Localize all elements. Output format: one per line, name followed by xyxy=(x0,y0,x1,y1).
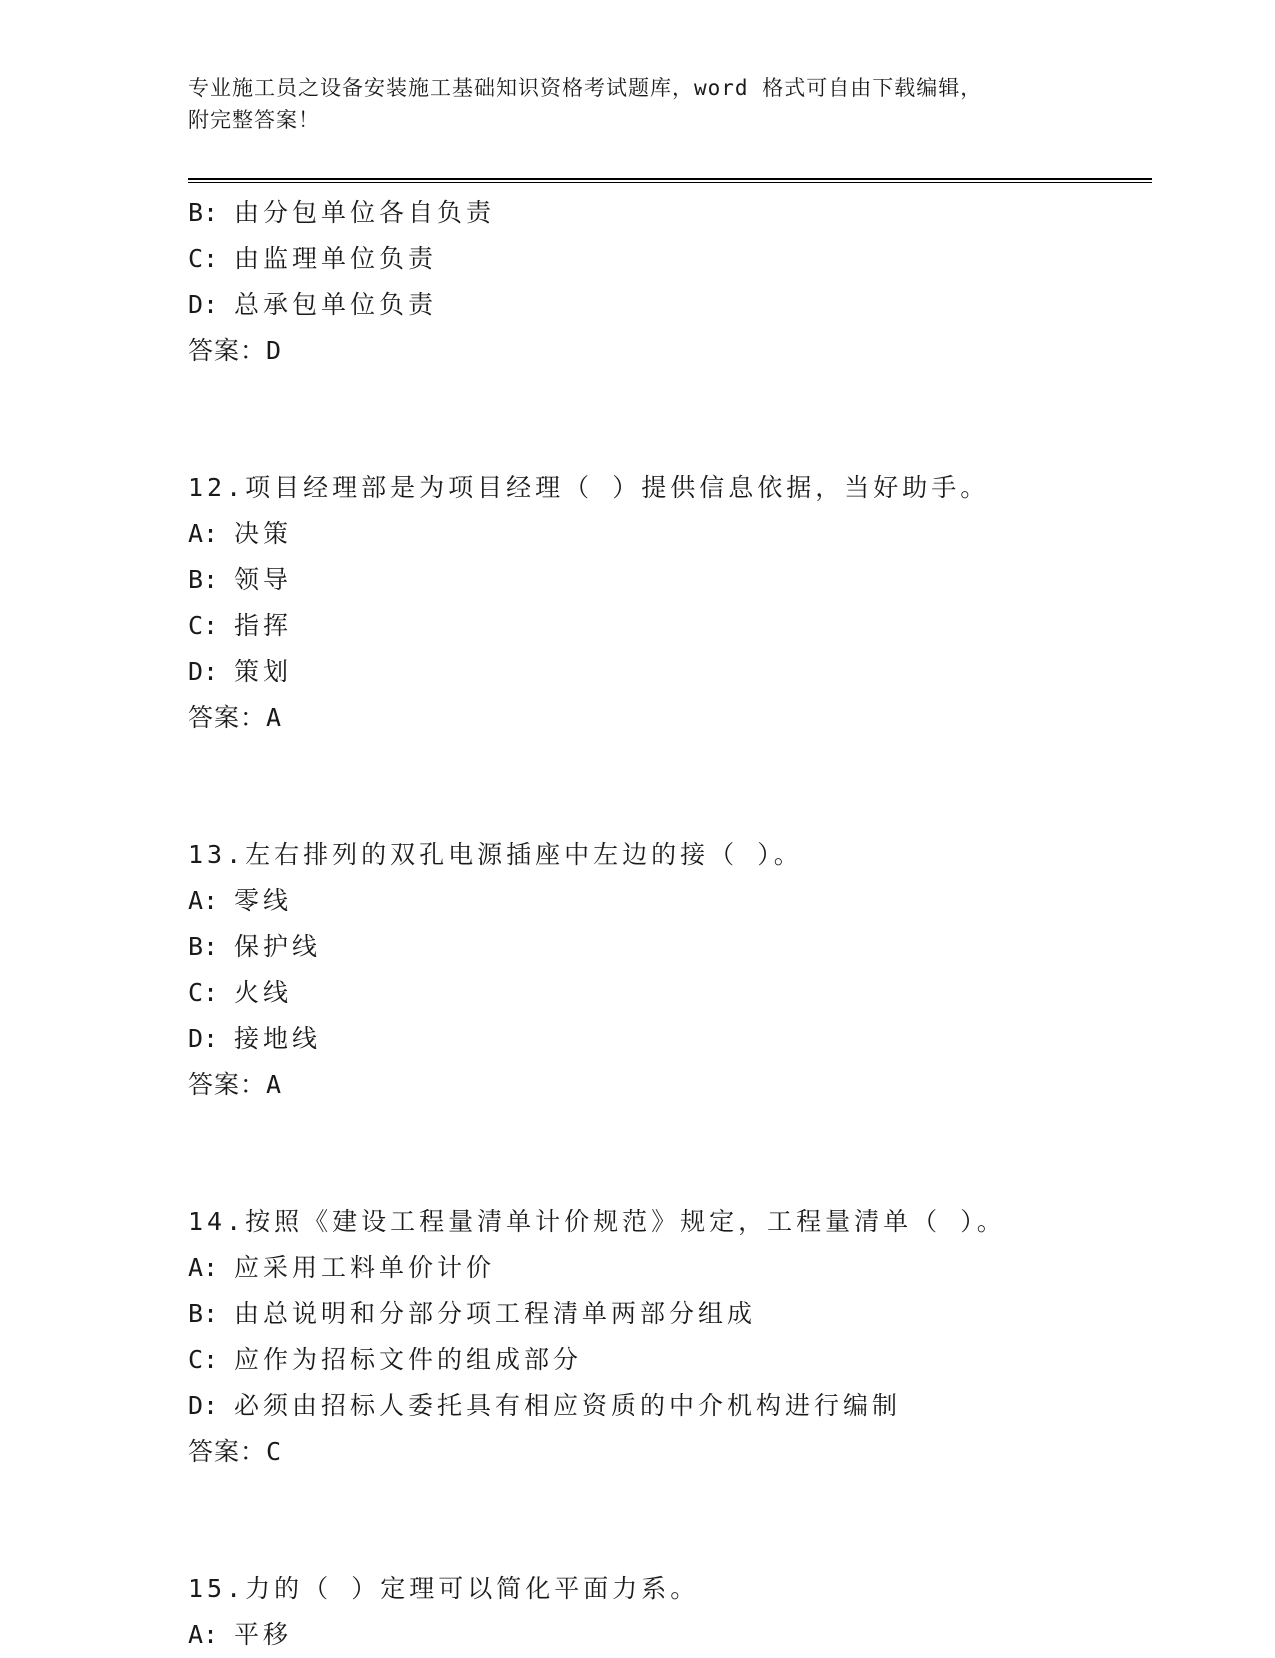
answer: 答案：A xyxy=(188,703,282,732)
option-a: A: 决策 xyxy=(188,519,293,548)
header-divider xyxy=(188,178,1152,183)
option-c: C: 应作为招标文件的组成部分 xyxy=(188,1345,583,1374)
option-d: D: 总承包单位负责 xyxy=(188,290,438,319)
option-d: D: 策划 xyxy=(188,657,293,686)
option-c: C: 由监理单位负责 xyxy=(188,244,438,273)
option-b: B: 领导 xyxy=(188,565,293,594)
option-d: D: 接地线 xyxy=(188,1024,322,1053)
question-stem: 14.按照《建设工程量清单计价规范》规定，工程量清单（ ）。 xyxy=(188,1207,1006,1236)
option-b: B: 保护线 xyxy=(188,932,322,961)
question-stem: 12.项目经理部是为项目经理（ ）提供信息依据，当好助手。 xyxy=(188,473,990,502)
option-c: C: 火线 xyxy=(188,978,293,1007)
question-15 xyxy=(188,1566,1148,1658)
option-b: B: 由分包单位各自负责 xyxy=(188,198,496,227)
answer: 答案：C xyxy=(188,1437,282,1466)
option-c: C: 指挥 xyxy=(188,611,293,640)
option-a: A: 平移 xyxy=(188,1620,293,1649)
question-12 xyxy=(188,465,1148,741)
option-a: A: 零线 xyxy=(188,886,293,915)
question-list xyxy=(188,190,1148,1658)
header-line-2: 附完整答案！ xyxy=(188,108,320,132)
answer: 答案：D xyxy=(188,336,282,365)
question-13 xyxy=(188,832,1148,1108)
header-line-1: 专业施工员之设备安装施工基础知识资格考试题库，word 格式可自由下载编辑， xyxy=(188,76,983,100)
question-stem: 15.力的（ ）定理可以简化平面力系。 xyxy=(188,1574,700,1603)
question-14 xyxy=(188,1199,1148,1475)
option-b: B: 由总说明和分部分项工程清单两部分组成 xyxy=(188,1299,757,1328)
option-a: A: 应采用工料单价计价 xyxy=(188,1253,496,1282)
answer: 答案：A xyxy=(188,1070,282,1099)
question-carryover xyxy=(188,190,1148,374)
question-stem: 13.左右排列的双孔电源插座中左边的接（ ）。 xyxy=(188,840,803,869)
document-header xyxy=(188,72,1088,136)
option-d: D: 必须由招标人委托具有相应资质的中介机构进行编制 xyxy=(188,1391,902,1420)
